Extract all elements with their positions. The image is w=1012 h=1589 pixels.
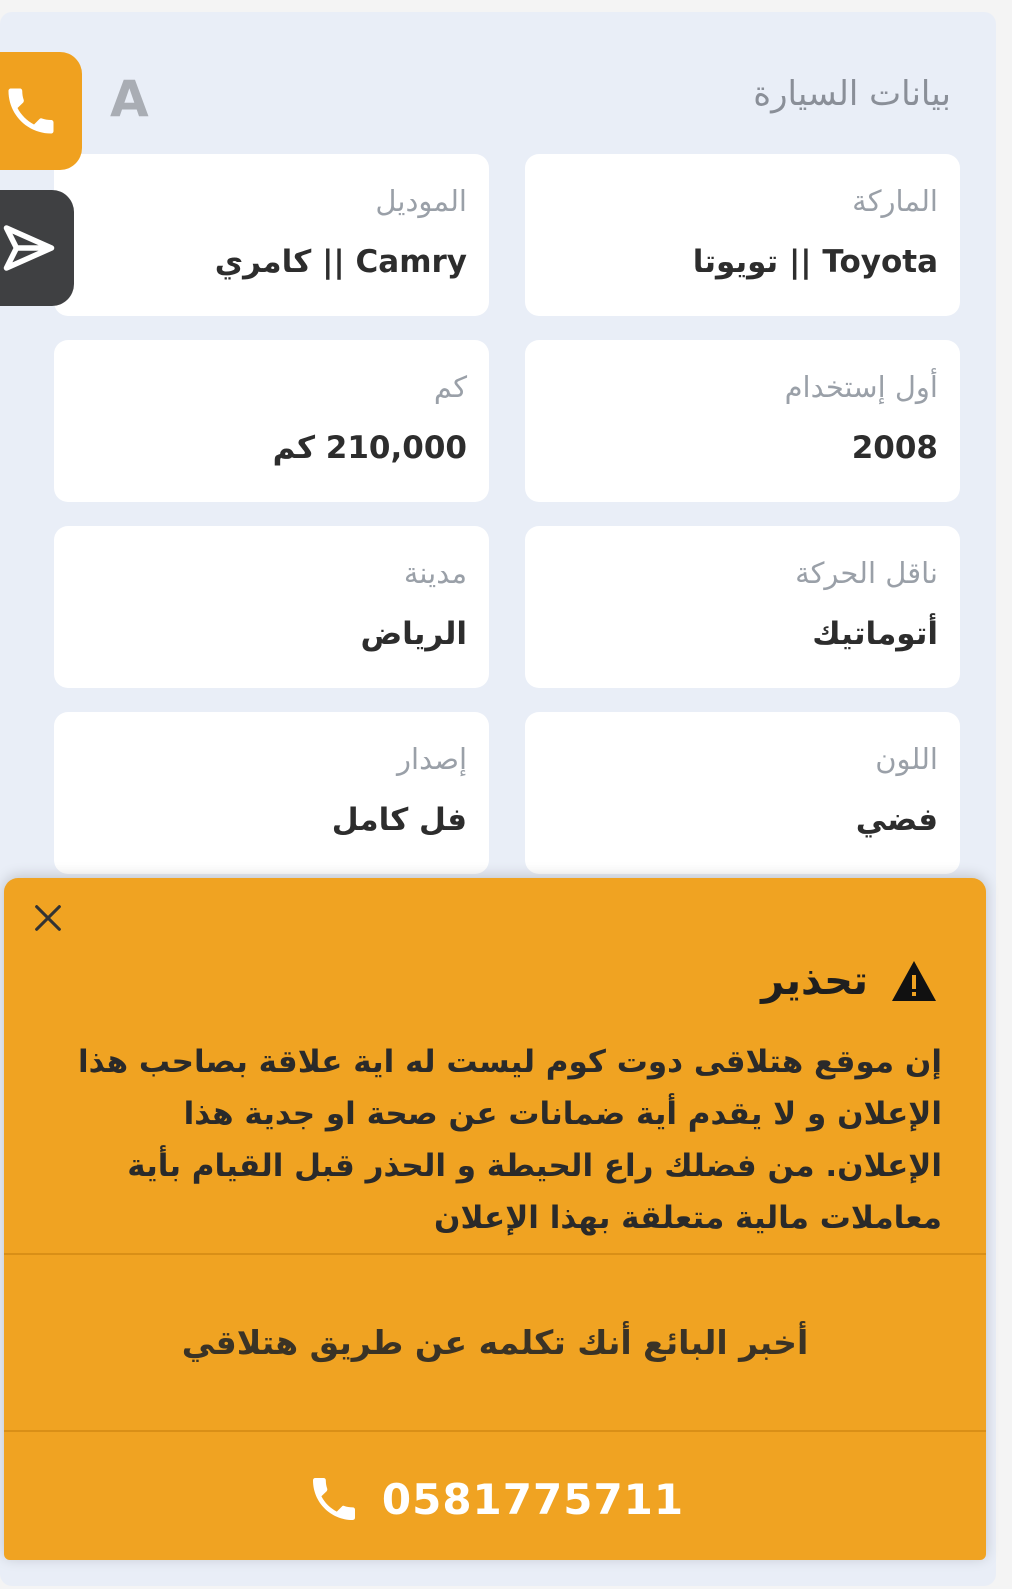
spec-label: أول إستخدام [784,370,938,404]
floating-share-button[interactable] [0,190,74,306]
share-icon [0,218,59,278]
warning-heading [761,958,938,1004]
spec-label: اللون [875,742,938,776]
spec-label: مدينة [403,556,467,590]
spec-card-city [54,526,489,688]
spec-value: 2008 [851,430,938,466]
call-seller-button[interactable] [4,1438,986,1560]
spec-card-model [54,154,489,316]
phone-icon [1,81,61,141]
close-icon [31,901,65,935]
section-title: بيانات السيارة [753,74,951,114]
spec-card-first-use [525,340,960,502]
spec-label: الماركة [852,184,938,218]
warning-message: إن موقع هتلاقى دوت كوم ليست له اية علاقة بصاحب هذا الإعلان و لا يقدم أية ضمانات عن صحة او جدية هذا الإعلان. من فضلك راع الحيطة و الحذر قبل القيام بأية معاملات مالية متعلقة بهذا الإعلان [78,1044,942,1236]
spec-card-color [525,712,960,874]
specs-grid [40,154,960,874]
warning-title: تحذير [761,958,868,1004]
phone-number: 0581775711 [381,1474,685,1524]
warning-modal [4,878,986,1560]
spec-label: الموديل [375,184,467,218]
divider [4,1430,986,1432]
ghost-letter: A [110,70,149,128]
spec-card-edition [54,712,489,874]
spec-value: فل كامل [331,802,467,838]
spec-value: 210,000 كم [272,430,467,466]
divider [4,1253,986,1255]
spec-label: كم [433,370,467,404]
phone-icon [306,1471,362,1527]
warning-triangle-icon [890,959,938,1003]
spec-label: إصدار [397,742,467,776]
spec-card-transmission [525,526,960,688]
tell-seller-text: أخبر البائع أنك تكلمه عن طريق هتلاقي [181,1323,809,1362]
spec-value: Toyota || تويوتا [692,244,938,280]
spec-value: أتوماتيك [812,616,938,652]
spec-card-mileage [54,340,489,502]
floating-call-button[interactable] [0,52,82,170]
spec-value: الرياض [360,616,467,652]
spec-value: Camry || كامري [214,244,467,280]
close-button[interactable] [26,896,70,940]
spec-label: ناقل الحركة [795,556,938,590]
spec-card-brand [525,154,960,316]
spec-value: فضي [855,802,938,838]
